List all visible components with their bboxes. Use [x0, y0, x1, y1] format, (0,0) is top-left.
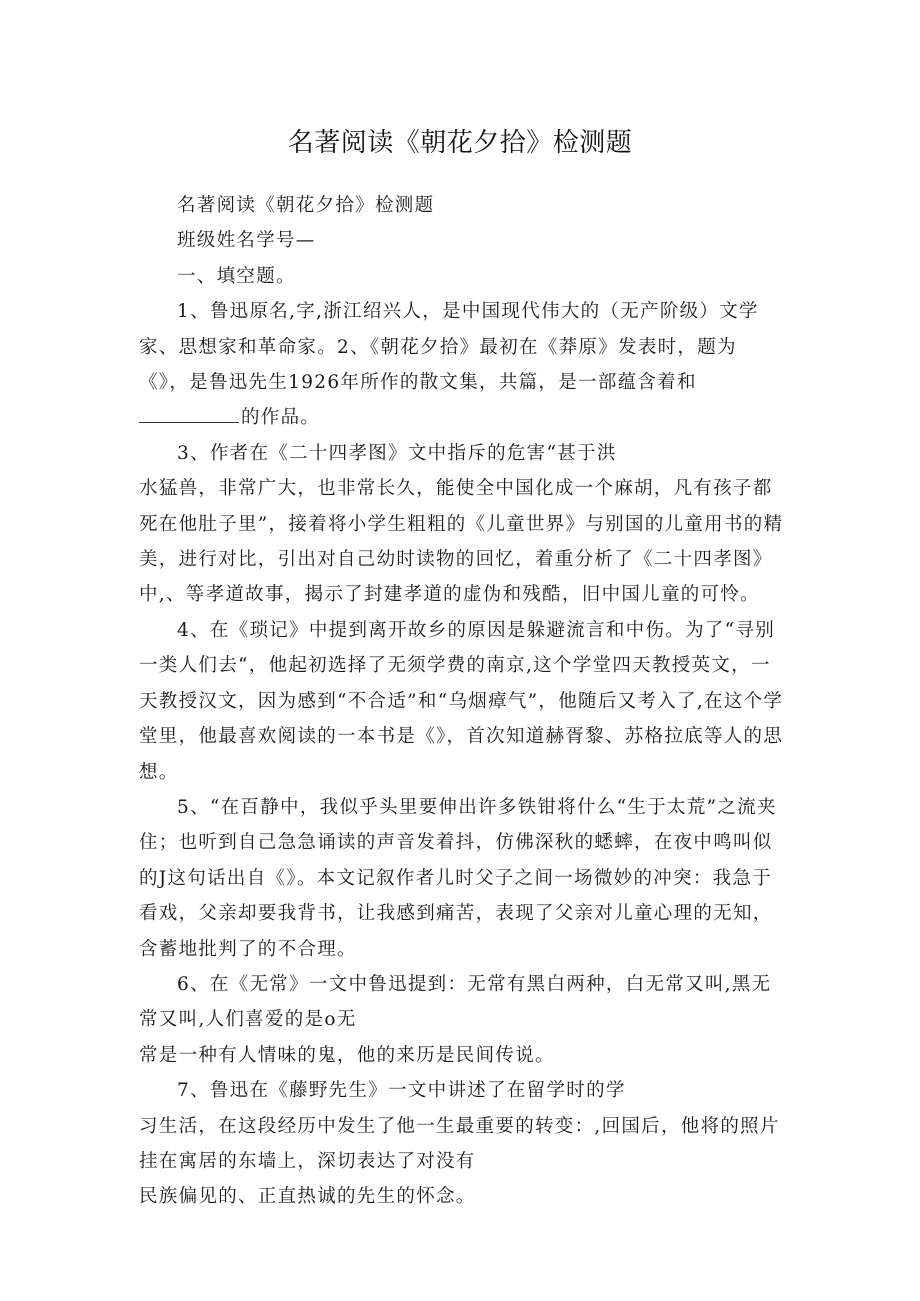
- document-body: [139, 188, 784, 1215]
- question-3-first-line: 3、作者在《二十四孝图》文中指斥的危害“甚于洪: [177, 442, 617, 464]
- subtitle-line: 名著阅读《朝花夕拾》检测题: [177, 195, 435, 216]
- question-4: 4、在《琐记》中提到离开故乡的原因是躲避流言和中伤。为了“寻别一类人们去“，他起初选择了无须学费的南京,这个学堂四天教授英文，一天教授汉文，因为感到“不合适”和“乌烟瘴气”，他随后又考入了,在这个学堂里，他最喜欢阅读的一本书是《》，首次知道赫胥黎、苏格拉底等人的思想。: [139, 619, 784, 783]
- section-heading: 一、填空题。: [177, 265, 296, 287]
- answer-blank: [139, 402, 239, 423]
- question-1-2-tail: [139, 400, 784, 435]
- question-3-body: 水猛兽，非常广大，也非常长久，能使全中国化成一个麻胡，凡有孩子都死在他肚子里”，接着将小学生粗粗的《儿童世界》与别国的儿童用书的精美，进行对比，引出对自己幼时读物的回忆，着重分析了《二十四孝图》中,、等孝道故事，揭示了封建孝道的虚伪和残酷，旧中国儿童的可怜。: [139, 478, 784, 606]
- question-1-2: 1、鲁迅原名,字,浙江绍兴人，是中国现代伟大的（无产阶级）文学家、思想家和革命家。2、《朝花夕拾》最初在《莽原》发表时，题为《》，是鲁迅先生1926年所作的散文集，共篇，是一部蕴含着和: [139, 301, 759, 394]
- question-7-first-line: 7、鲁迅在《藤野先生》一文中讲述了在留学时的学: [177, 1080, 626, 1102]
- question-5: 5、“在百静中，我似乎头里要伸出许多铁钳将什么“生于太荒”之流夹住；也听到自己急急诵读的声音发着抖，仿佛深秋的蟋蟀，在夜中鸣叫似的J这句话出自《》。本文记叙作者儿时父子之间一场微妙的冲突：我急于看戏，父亲却要我背书，让我感到痛苦，表现了父亲对儿童心理的无知，含蓄地批判了的不合理。: [139, 796, 777, 960]
- question-7-last-line: 民族偏见的、正直热诚的先生的怀念。: [139, 1186, 476, 1208]
- question-1-2-tail-text: 的作品。: [241, 407, 321, 429]
- question-7-body: 习生活，在这段经历中发生了他一生最重要的转变：,回国后，他将的照片挂在寓居的东墙上，深切表达了对没有: [139, 1115, 780, 1172]
- page-title: 名著阅读《朝花夕拾》检测题: [287, 128, 633, 158]
- class-info-line: 班级姓名学号—: [177, 230, 316, 252]
- question-6-first: 6、在《无常》一文中鲁迅提到：无常有黑白两种，白无常又叫,黑无常又叫,人们喜爱的是o无: [139, 973, 772, 1031]
- question-6-second: 常是一种有人情味的鬼，他的来历是民间传说。: [139, 1044, 555, 1066]
